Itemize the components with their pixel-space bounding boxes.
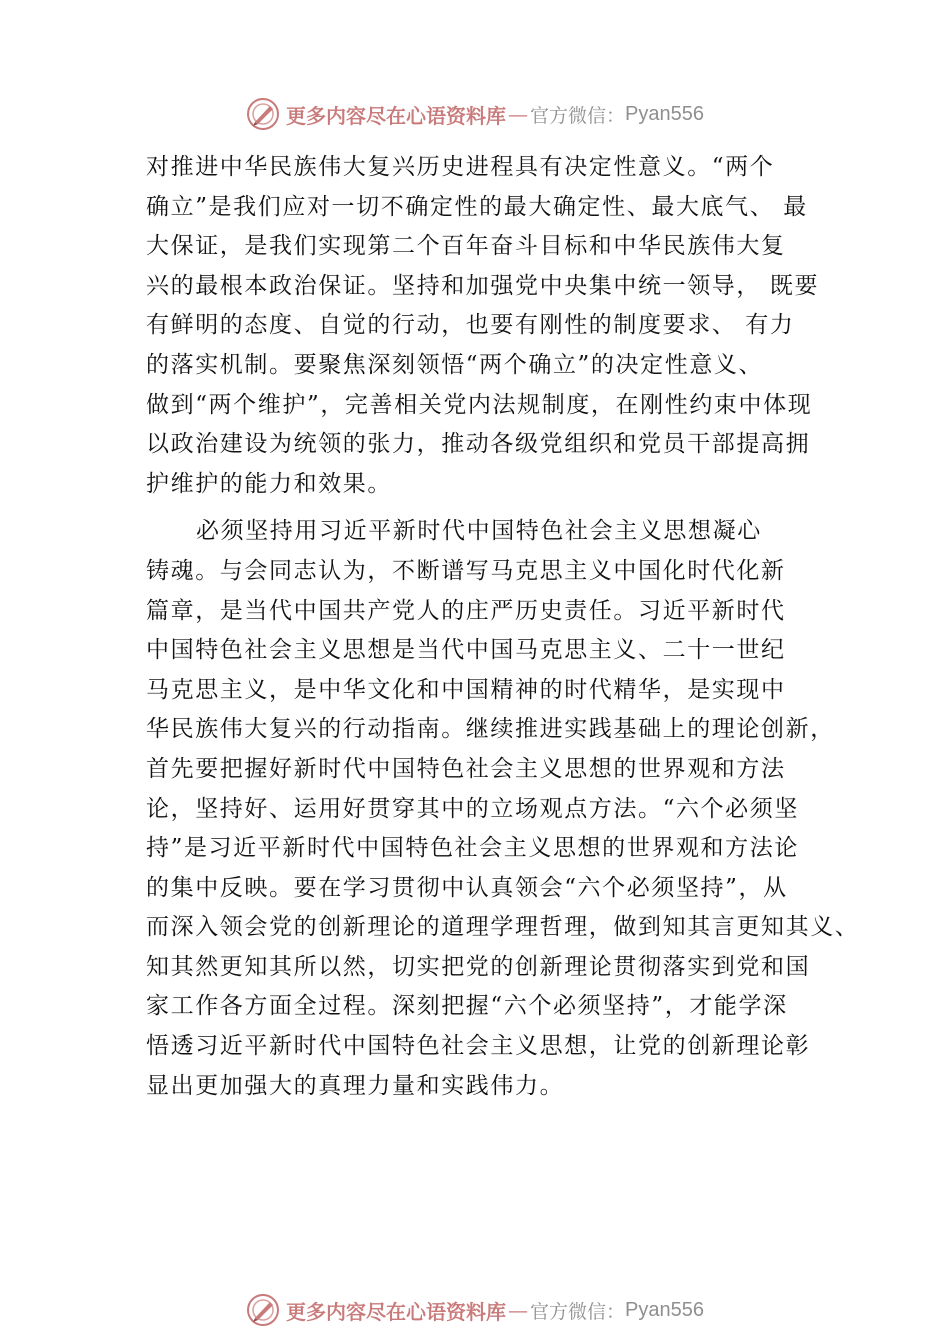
footer-wechat-label: 官方微信： [530, 1300, 626, 1323]
text-line: 有鲜明的态度、自觉的行动，也要有刚性的制度要求、 有力 [146, 312, 795, 339]
footer-wechat-id: Pyan556 [625, 1298, 704, 1321]
text-line: 做到“两个维护”，完善相关党内法规制度，在刚性约束中体现 [146, 391, 813, 418]
text-line: 篇章，是当代中国共产党人的庄严历史责任。习近平新时代 [146, 597, 786, 624]
logo-icon [246, 97, 280, 131]
header-wechat-label: 官方微信： [530, 104, 626, 127]
text-line: 显出更加强大的真理力量和实践伟力。 [146, 1072, 565, 1099]
text-line: 华民族伟大复兴的行动指南。继续推进实践基础上的理论创新， [146, 716, 835, 743]
footer-banner [0, 1288, 950, 1332]
text-line: 护维护的能力和效果。 [146, 470, 392, 497]
text-line: 中国特色社会主义思想是当代中国马克思主义、二十一世纪 [146, 637, 786, 664]
footer-dash: — [508, 1298, 528, 1322]
text-line: 确立”是我们应对一切不确定性的最大确定性、最大底气、 最 [146, 193, 808, 220]
header-brand-text: 更多内容尽在心语资料库 [286, 103, 506, 128]
header-wechat-id: Pyan556 [625, 102, 704, 125]
paragraph [146, 512, 860, 1106]
document-body [146, 148, 860, 1106]
text-line: 对推进中华民族伟大复兴历史进程具有决定性意义。“两个 [146, 154, 775, 180]
text-line: 悟透习近平新时代中国特色社会主义思想，让党的创新理论彰 [146, 1033, 811, 1060]
text-line: 必须坚持用习近平新时代中国特色社会主义思想凝心 [196, 518, 762, 545]
logo-icon [246, 1293, 280, 1327]
paragraph [146, 148, 836, 504]
text-line: 的落实机制。要聚焦深刻领悟“两个确立”的决定性意义、 [146, 351, 764, 378]
text-line: 首先要把握好新时代中国特色社会主义思想的世界观和方法 [146, 755, 786, 782]
text-line: 的集中反映。要在学习贯彻中认真领会“六个必须坚持”，从 [146, 874, 788, 901]
paragraph-gap [146, 504, 836, 512]
text-line: 持”是习近平新时代中国特色社会主义思想的世界观和方法论 [146, 835, 799, 862]
text-line: 马克思主义，是中华文化和中国精神的时代精华，是实现中 [146, 676, 786, 703]
text-line: 兴的最根本政治保证。坚持和加强党中央集中统一领导， 既要 [146, 272, 820, 299]
text-line: 以政治建设为统领的张力，推动各级党组织和党员干部提高拥 [146, 431, 811, 458]
text-line: 家工作各方面全过程。深刻把握“六个必须坚持”，才能学深 [146, 993, 788, 1020]
text-line: 铸魂。与会同志认为，不断谱写马克思主义中国化时代化新 [146, 557, 786, 584]
text-line: 论，坚持好、运用好贯穿其中的立场观点方法。“六个必须坚 [146, 795, 799, 822]
text-line: 大保证，是我们实现第二个百年奋斗目标和中华民族伟大复 [146, 233, 786, 260]
text-line: 知其然更知其所以然，切实把党的创新理论贯彻落实到党和国 [146, 953, 811, 980]
footer-brand-text: 更多内容尽在心语资料库 [286, 1299, 506, 1324]
header-banner [0, 92, 950, 136]
header-dash: — [508, 102, 528, 126]
text-line: 而深入领会党的创新理论的道理学理哲理，做到知其言更知其义、 [146, 914, 860, 941]
